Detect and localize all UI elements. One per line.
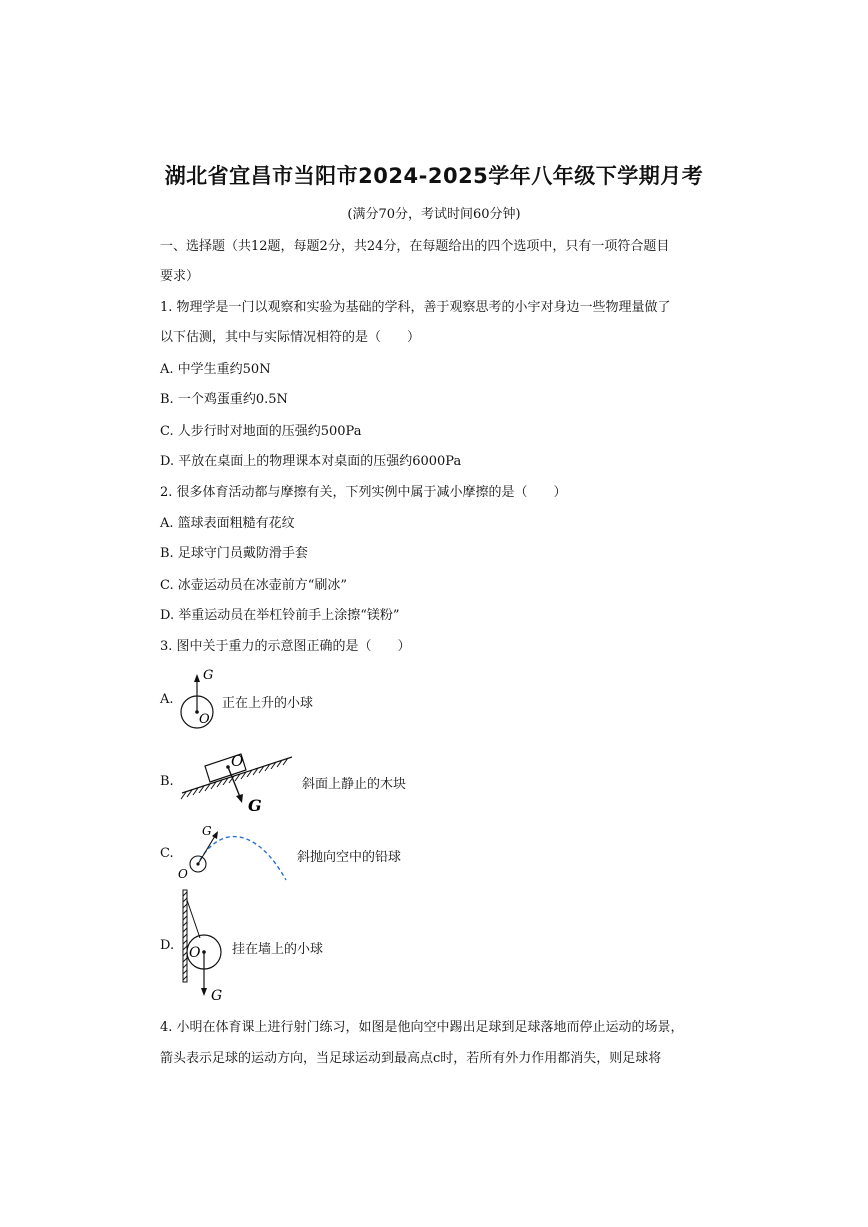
- q1-option-c: C. 人步行时对地面的压强约500Pa: [160, 424, 362, 439]
- q3-option-d-caption: 挂在墙上的小球: [232, 942, 324, 957]
- q3-option-b-caption: 斜面上静止的木块: [302, 777, 407, 792]
- q2-option-b: B. 足球守门员戴防滑手套: [160, 546, 308, 561]
- string: [187, 900, 200, 938]
- q2-stem: 2. 很多体育活动都与摩擦有关，下列实例中属于减小摩擦的是（ ）: [160, 485, 567, 500]
- section-heading-line2: 要求）: [160, 269, 200, 284]
- q3-stem: 3. 图中关于重力的示意图正确的是（ ）: [160, 639, 411, 654]
- arrow-head: [194, 674, 200, 682]
- arrow-head: [201, 988, 207, 996]
- q4-stem-line2: 箭头表示足球的运动方向，当足球运动到最高点c时，若所有外力作用都消失，则足球将: [160, 1051, 662, 1066]
- g-label: G: [203, 668, 214, 683]
- q1-option-b: B. 一个鸡蛋重约0.5N: [160, 392, 288, 407]
- q3-option-d-figure: [178, 888, 238, 1006]
- q2-option-c: C. 冰壶运动员在冰壶前方“刷冰”: [160, 578, 348, 593]
- q3-option-c-label: C.: [160, 846, 174, 861]
- q3-option-a-caption: 正在上升的小球: [222, 696, 314, 711]
- o-label: O: [189, 945, 201, 961]
- q3-option-d-label: D.: [160, 938, 175, 953]
- g-label: G: [248, 796, 262, 815]
- q3-option-c-caption: 斜抛向空中的铅球: [297, 850, 402, 865]
- q3-option-b-label: B.: [160, 774, 174, 789]
- section-heading-line1: 一、选择题（共12题，每题2分，共24分，在每题给出的四个选项中，只有一项符合题目: [160, 239, 670, 254]
- o-label: O: [178, 867, 188, 881]
- o-label: O: [231, 752, 244, 770]
- q4-stem-line1: 4. 小明在体育课上进行射门练习，如图是他向空中踢出足球到足球落地而停止运动的场景，: [160, 1020, 684, 1035]
- q1-stem-line2: 以下估测，其中与实际情况相符的是（ ）: [160, 330, 421, 345]
- q3-option-a-label: A.: [160, 692, 174, 707]
- q3-option-b-figure: [178, 745, 298, 820]
- q1-option-a: A. 中学生重约50N: [160, 362, 271, 377]
- exam-title: 湖北省宜昌市当阳市2024-2025学年八年级下学期月考: [164, 164, 704, 188]
- force-arrow: [198, 836, 215, 864]
- wall-hatching: [183, 892, 187, 980]
- q3-option-c-figure: [176, 822, 296, 884]
- trajectory-curve: [200, 837, 286, 880]
- arrow-head: [236, 794, 243, 803]
- q2-option-a: A. 篮球表面粗糙有花纹: [160, 516, 295, 531]
- q1-option-d: D. 平放在桌面上的物理课本对桌面的压强约6000Pa: [160, 454, 462, 469]
- arrow-head: [212, 831, 218, 839]
- g-label: G: [211, 988, 223, 1004]
- g-label: G: [202, 824, 212, 838]
- q2-option-d: D. 举重运动员在举杠铃前手上涂擦“镁粉”: [160, 608, 400, 623]
- q1-stem-line1: 1. 物理学是一门以观察和实验为基础的学科，善于观察思考的小宇对身边一些物理量做了: [160, 300, 671, 315]
- o-label: O: [199, 712, 210, 727]
- q3-option-a-figure: [175, 664, 225, 734]
- exam-subtitle: (满分70分，考试时间60分钟): [347, 207, 521, 222]
